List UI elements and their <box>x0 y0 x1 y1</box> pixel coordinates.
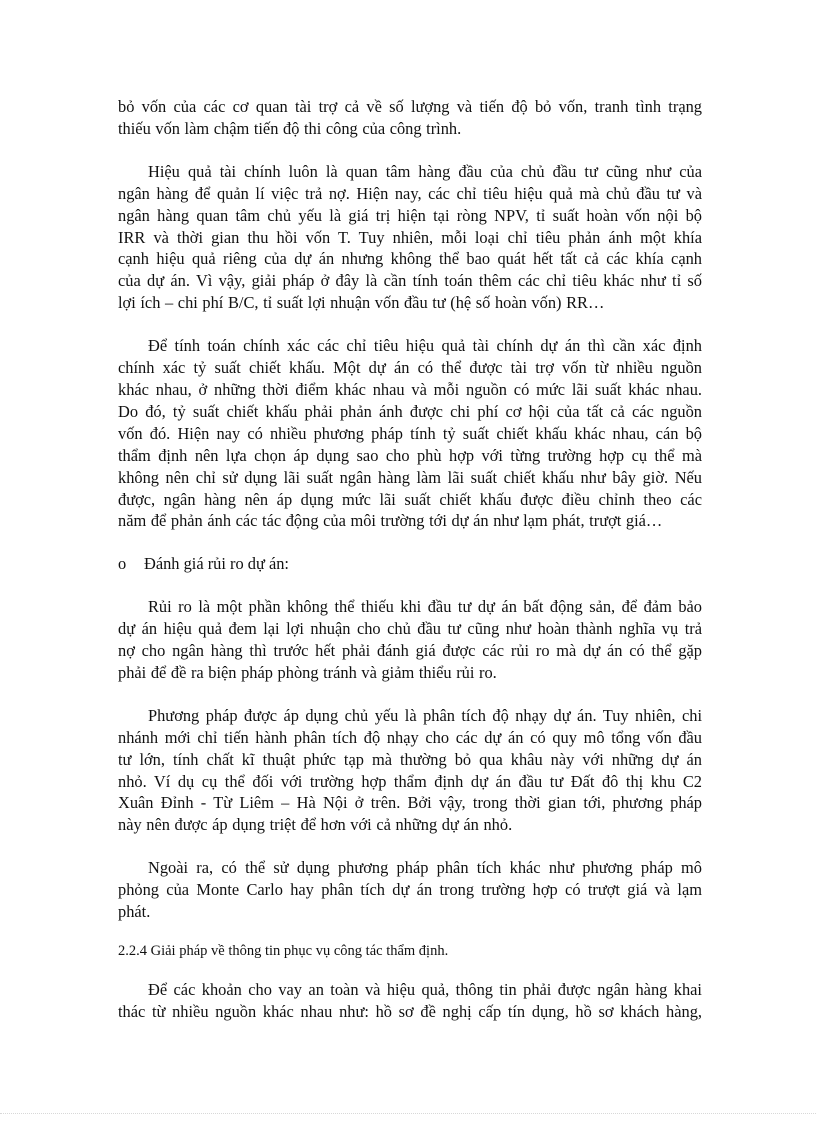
text-line: Xuân Đỉnh - Từ Liêm – Hà Nội ở trên. Bởi vậy, trong thời gian tới, phương pháp <box>118 793 702 813</box>
paragraph-gap <box>118 575 702 596</box>
text-line: bỏ vốn của các cơ quan tài trợ cả về số lượng và tiến độ bỏ vốn, tranh tình trạng <box>118 97 702 116</box>
paragraph-gap <box>118 923 702 941</box>
text-line: không nên chỉ sử dụng lãi suất ngân hàng làm lãi suất chiết khấu như bây giờ. Nếu <box>118 467 702 487</box>
text-line: lợi ích – chi phí B/C, tỉ suất lợi nhuận vốn đầu tư (hệ số hoàn vốn) RR… <box>118 293 605 313</box>
text-line: nhỏ. Ví dụ cụ thể đối với trường hợp thẩm định dự án đầu tư Đất đô thị khu C2 <box>118 771 702 791</box>
section-heading: 2.2.4 Giải pháp về thông tin phục vụ công tác thẩm định. <box>118 943 449 959</box>
paragraph-financial-efficiency <box>118 161 702 314</box>
text-line: IRR và thời gian thu hồi vốn T. Tuy nhiên, mỗi loại chỉ tiêu phản ánh một khía <box>118 227 702 247</box>
text-line: thác từ nhiều nguồn khác nhau như: hồ sơ đề nghị cấp tín dụng, hồ sơ khách hàng, <box>118 1001 702 1021</box>
text-line: phỏng của Monte Carlo hay phân tích dự án trong trường hợp có trượt giá và lạm <box>118 880 702 900</box>
text-line: ngân hàng quan tâm chủ yếu là giá trị hiện tại ròng NPV, tỉ suất hoàn vốn nội bộ <box>118 205 702 225</box>
text-line: Để tính toán chính xác các chỉ tiêu hiệu quả tài chính dự án thì cần xác định <box>148 336 702 356</box>
text-line: thẩm định nên lựa chọn áp dụng sao cho phù hợp với từng trường hợp cụ thể mà <box>118 445 702 465</box>
paragraph-gap <box>118 961 702 979</box>
text-line: Phương pháp được áp dụng chủ yếu là phân tích độ nhạy dự án. Tuy nhiên, chi <box>148 705 702 725</box>
text-line: Rủi ro là một phần không thể thiếu khi đầu tư dự án bất động sản, để đảm bảo <box>148 597 702 617</box>
paragraph-risk <box>118 596 702 684</box>
bullet-text: Đánh giá rủi ro dự án: <box>144 554 289 574</box>
text-line: chính xác tỷ suất chiết khấu. Một dự án có thể được tài trợ vốn từ nhiều nguồn <box>118 358 702 378</box>
text-line: phát. <box>118 902 151 922</box>
text-line: này nên được áp dụng triệt để hơn với cả những dự án nhỏ. <box>118 815 513 835</box>
paragraph-sensitivity <box>118 705 702 836</box>
text-line: ngân hàng để quản lí việc trả nợ. Hiện nay, các chỉ tiêu hiệu quả mà chủ đầu tư và <box>118 183 702 203</box>
text-line: vốn đó. Hiện nay có nhiều phương pháp tính tỷ suất chiết khấu khác nhau, cán bộ <box>118 423 702 443</box>
paragraph-information <box>118 979 702 1023</box>
text-line: năm để phản ánh các tác động của môi trường tới dự án như lạm phát, trượt giá… <box>118 511 663 531</box>
text-line: dự án hiệu quả đem lại lợi nhuận cho chủ đầu tư cũng như hoàn thành nghĩa vụ trả <box>118 619 702 639</box>
paragraph-continuation <box>118 96 702 140</box>
text-line: Do đó, tỷ suất chiết khấu phải phản ánh được chi phí cơ hội của tất cả các nguồn <box>118 401 702 421</box>
text-line: phải để đề ra biện pháp phòng tránh và giảm thiểu rủi ro. <box>118 662 497 682</box>
paragraph-gap <box>118 314 702 335</box>
text-line: thiếu vốn làm chậm tiến độ thi công của công trình. <box>118 118 462 138</box>
text-line: tư lớn, tính chất kĩ thuật phức tạp mà thường bỏ qua khâu này với những dự án <box>118 749 702 769</box>
paragraph-gap <box>118 836 702 857</box>
text-line: Hiệu quả tài chính luôn là quan tâm hàng đầu của chủ đầu tư cũng như của <box>148 161 702 181</box>
paragraph-gap <box>118 140 702 161</box>
text-line: khác nhau, ở những thời điểm khác nhau và mỗi nguồn có mức lãi suất khác nhau. <box>118 379 702 399</box>
page-bottom-rule <box>0 1113 816 1114</box>
paragraph-gap <box>118 532 702 553</box>
text-line: nhánh mới chỉ tiến hành phân tích độ nhạy cho các dự án có quy mô tổng vốn đầu <box>118 727 702 747</box>
text-line: Để các khoản cho vay an toàn và hiệu quả, thông tin phải được ngân hàng khai <box>148 980 702 999</box>
text-line: được, ngân hàng nên áp dụng mức lãi suất chiết khấu được điều chỉnh theo các <box>118 489 702 509</box>
bullet-item-risk-assessment <box>118 553 702 575</box>
paragraph-gap <box>118 684 702 705</box>
text-line: cạnh hiệu quả riêng của dự án nhưng không thể bao quát hết tất cả các khía cạnh <box>118 249 702 269</box>
text-line: Ngoài ra, có thể sử dụng phương pháp phân tích khác như phương pháp mô <box>148 858 702 878</box>
text-line: của dự án. Vì vậy, giải pháp ở đây là cần tính toán thêm các chỉ tiêu khác như tỉ số <box>118 271 702 291</box>
paragraph-monte-carlo <box>118 857 702 923</box>
paragraph-discount-rate <box>118 335 702 532</box>
bullet-marker: o <box>118 554 127 574</box>
text-line: nợ cho ngân hàng thì trước hết phải đánh giá được các rủi ro mà dự án có thể gặp <box>118 641 702 661</box>
